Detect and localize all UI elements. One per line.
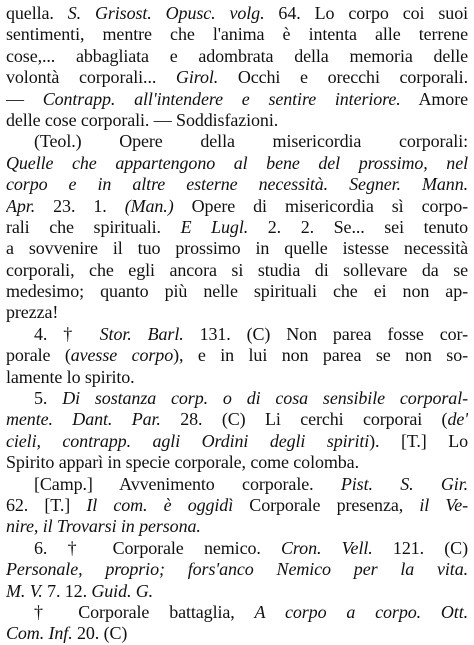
italic-text: avesse corpo bbox=[70, 345, 174, 366]
italic-text: nire, il Trovarsi in persona. bbox=[6, 516, 201, 537]
text-line bbox=[6, 24, 468, 45]
text-line bbox=[6, 238, 468, 259]
text-span: 62. [T.] bbox=[6, 494, 87, 515]
text-line bbox=[6, 174, 468, 195]
text-span: volontà corporali... bbox=[6, 67, 176, 88]
text-span: 7. 12. bbox=[42, 580, 92, 601]
text-line bbox=[6, 538, 468, 559]
text-line bbox=[6, 581, 468, 602]
italic-text: S. Grisost. Opusc. volg. bbox=[67, 3, 265, 23]
text-span: cose,... abbagliata e adombrata della memoria delle bbox=[6, 45, 468, 66]
text-span: 6. † Corporale nemico. bbox=[34, 537, 282, 558]
text-line bbox=[6, 602, 468, 623]
text-span: 5. bbox=[34, 388, 63, 409]
text-line bbox=[6, 559, 468, 580]
italic-text: mente. Dant. Par. bbox=[6, 409, 161, 430]
text-line bbox=[6, 431, 468, 452]
text-line bbox=[6, 324, 468, 345]
italic-text: Quelle che appartengono al bene del prossimo, nel bbox=[6, 152, 468, 173]
text-line bbox=[6, 388, 468, 409]
text-span: corporali, che egli ancora si studia di sollevare da se bbox=[6, 259, 468, 280]
italic-text: Girol. bbox=[175, 67, 219, 88]
text-span: 4. † bbox=[34, 323, 100, 344]
text-line bbox=[6, 452, 468, 473]
italic-text: Il com. è oggidì bbox=[86, 494, 234, 515]
text-span: prezza! bbox=[6, 302, 59, 323]
text-span: 131. (C) Non parea fosse cor- bbox=[183, 323, 468, 344]
italic-text: Apr. bbox=[6, 195, 36, 216]
text-line bbox=[6, 260, 468, 281]
italic-text: Di sostanza corp. o di cosa sensibile corporal- bbox=[62, 388, 468, 409]
text-line bbox=[6, 409, 468, 430]
text-span: a sovvenire il tuo prossimo in quelle istesse necessità bbox=[6, 238, 468, 259]
text-line bbox=[6, 367, 468, 388]
text-span: 121. (C) bbox=[372, 537, 468, 558]
italic-text: Cron. Vell. bbox=[281, 537, 373, 558]
text-span: medesimo; quanto più nelle spirituali che ei non ap- bbox=[6, 281, 468, 302]
text-span: Amore bbox=[400, 88, 468, 109]
text-span: Spirito apparì in specie corporale, come colomba. bbox=[6, 452, 359, 473]
text-span: porale ( bbox=[6, 345, 71, 366]
text-span: delle cose corporali. — Soddisfazioni. bbox=[6, 109, 279, 130]
text-span: ). [T.] Lo bbox=[369, 430, 468, 451]
text-line bbox=[6, 67, 468, 88]
text-span: Occhi e orecchi corporali. bbox=[218, 67, 468, 88]
text-line bbox=[6, 474, 468, 495]
text-line bbox=[6, 153, 468, 174]
text-span: Opere di misericordia sì corpo- bbox=[173, 195, 468, 216]
italic-text: cieli, contrapp. agli Ordini degli spiriti bbox=[6, 430, 370, 451]
text-line bbox=[6, 89, 468, 110]
text-line bbox=[6, 131, 468, 152]
text-line bbox=[6, 46, 468, 67]
text-span: 20. (C) bbox=[72, 623, 128, 644]
text-line bbox=[6, 110, 468, 131]
text-span: 64. Lo corpo coi suoi bbox=[264, 3, 468, 23]
italic-text: Pist. S. Gir. bbox=[340, 473, 468, 494]
text-span: rali che spirituali. bbox=[6, 216, 181, 237]
text-span: 23. 1. bbox=[35, 195, 125, 216]
text-span: 28. (C) Li cerchi corporai ( bbox=[160, 409, 448, 430]
text-line bbox=[6, 3, 468, 24]
text-span: quella. bbox=[6, 3, 68, 23]
text-span: Corporale presenza, bbox=[233, 494, 420, 515]
italic-text: Personale, proprio; fors'anco Nemico per la vita. bbox=[6, 559, 468, 580]
text-line bbox=[6, 345, 468, 366]
text-span: ), e in lui non parea se non so- bbox=[173, 345, 468, 366]
text-line bbox=[6, 281, 468, 302]
italic-text: Guid. G. bbox=[91, 580, 154, 601]
italic-text: corpo e in altre esterne necessità. Segner. Mann. bbox=[6, 174, 468, 195]
italic-text: E Lugl. bbox=[180, 216, 249, 237]
italic-text: (Man.) bbox=[124, 195, 174, 216]
italic-text: de' bbox=[447, 409, 468, 430]
text-span: — bbox=[6, 88, 43, 109]
italic-text: Contrapp. all'intendere e sentire interiore. bbox=[42, 88, 401, 109]
text-span: sentimenti, mentre che l'anima è intenta alle terrene bbox=[6, 24, 468, 45]
entry-text bbox=[6, 3, 468, 645]
text-line bbox=[6, 196, 468, 217]
text-line bbox=[6, 623, 468, 644]
italic-text: Com. Inf. bbox=[6, 623, 73, 644]
italic-text: Stor. Barl. bbox=[99, 323, 184, 344]
text-line bbox=[6, 516, 468, 537]
italic-text: A corpo a corpo. Ott. bbox=[254, 601, 468, 622]
text-span: lamente lo spirito. bbox=[6, 366, 135, 387]
text-span: † Corporale battaglia, bbox=[34, 601, 255, 622]
text-span: (Teol.) Opere della misericordia corporali: bbox=[34, 131, 468, 152]
text-line bbox=[6, 495, 468, 516]
text-line bbox=[6, 302, 468, 323]
italic-text: il Ve- bbox=[419, 494, 468, 515]
text-span: 2. 2. Se... sei tenuto bbox=[248, 216, 468, 237]
text-line bbox=[6, 217, 468, 238]
text-span: [Camp.] Avvenimento corporale. bbox=[34, 473, 341, 494]
italic-text: M. V. bbox=[6, 580, 43, 601]
